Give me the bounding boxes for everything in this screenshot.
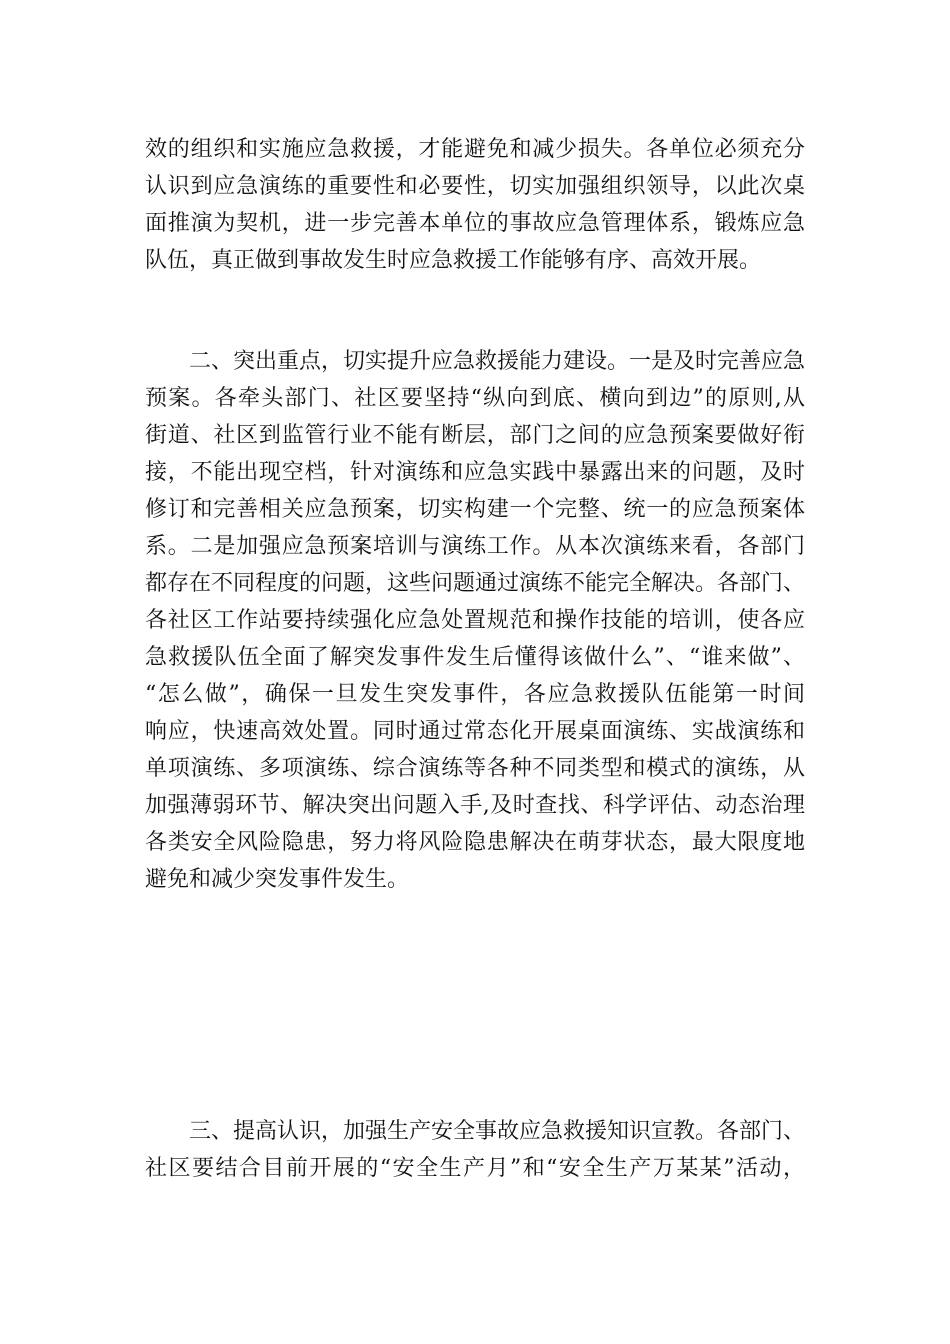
text-line: 各社区工作站要持续强化应急处置规范和操作技能的培训，使各应 (145, 608, 805, 633)
text-line: 急救援队伍全面了解突发事件发生后懂得该做什么”、“谁来做”、 (145, 645, 805, 670)
text-line: 都存在不同程度的问题，这些问题通过演练不能完全解决。各部门、 (145, 571, 806, 596)
text-line: “怎么做”，确保一旦发生突发事件，各应急救援队伍能第一时间 (145, 682, 805, 707)
paragraph-section-three (145, 1113, 805, 1187)
text-line: 各类安全风险隐患，努力将风险隐患解决在萌芽状态，最大限度地 (145, 830, 805, 855)
text-line: 认识到应急演练的重要性和必要性，切实加强组织领导，以此次桌 (145, 174, 805, 199)
text-line: 单项演练、多项演练、综合演练等各种不同类型和模式的演练，从 (145, 756, 805, 781)
text-line: 修订和完善相关应急预案，切实构建一个完整、统一的应急预案体 (145, 497, 805, 522)
paragraph-continuation (145, 131, 805, 279)
text-line: 加强薄弱环节、解决突出问题入手,及时查找、科学评估、动态治理 (145, 793, 805, 818)
text-line: 避免和减少突发事件发生。 (145, 867, 410, 892)
text-line: 预案。各牵头部门、社区要坚持“纵向到底、横向到边”的原则,从 (145, 386, 805, 411)
text-line: 响应，快速高效处置。同时通过常态化开展桌面演练、实战演练和 (145, 719, 805, 744)
text-line: 街道、社区到监管行业不能有断层，部门之间的应急预案要做好衔 (145, 423, 805, 448)
text-line: 系。二是加强应急预案培训与演练工作。从本次演练来看，各部门 (145, 534, 805, 559)
text-line: 三、提高认识，加强生产安全事故应急救援知识宣教。各部门、 (189, 1119, 806, 1144)
text-line: 接，不能出现空档，针对演练和应急实践中暴露出来的问题，及时 (145, 460, 805, 485)
paragraph-section-two (145, 343, 805, 898)
text-line: 社区要结合目前开展的“安全生产月”和“安全生产万某某”活动， (145, 1156, 805, 1181)
text-line: 二、突出重点，切实提升应急救援能力建设。一是及时完善应急 (189, 349, 806, 374)
text-line: 队伍，真正做到事故发生时应急救援工作能够有序、高效开展。 (145, 248, 762, 273)
text-line: 面推演为契机，进一步完善本单位的事故应急管理体系，锻炼应急 (145, 211, 805, 236)
text-line: 效的组织和实施应急救援，才能避免和减少损失。各单位必须充分 (145, 137, 805, 162)
